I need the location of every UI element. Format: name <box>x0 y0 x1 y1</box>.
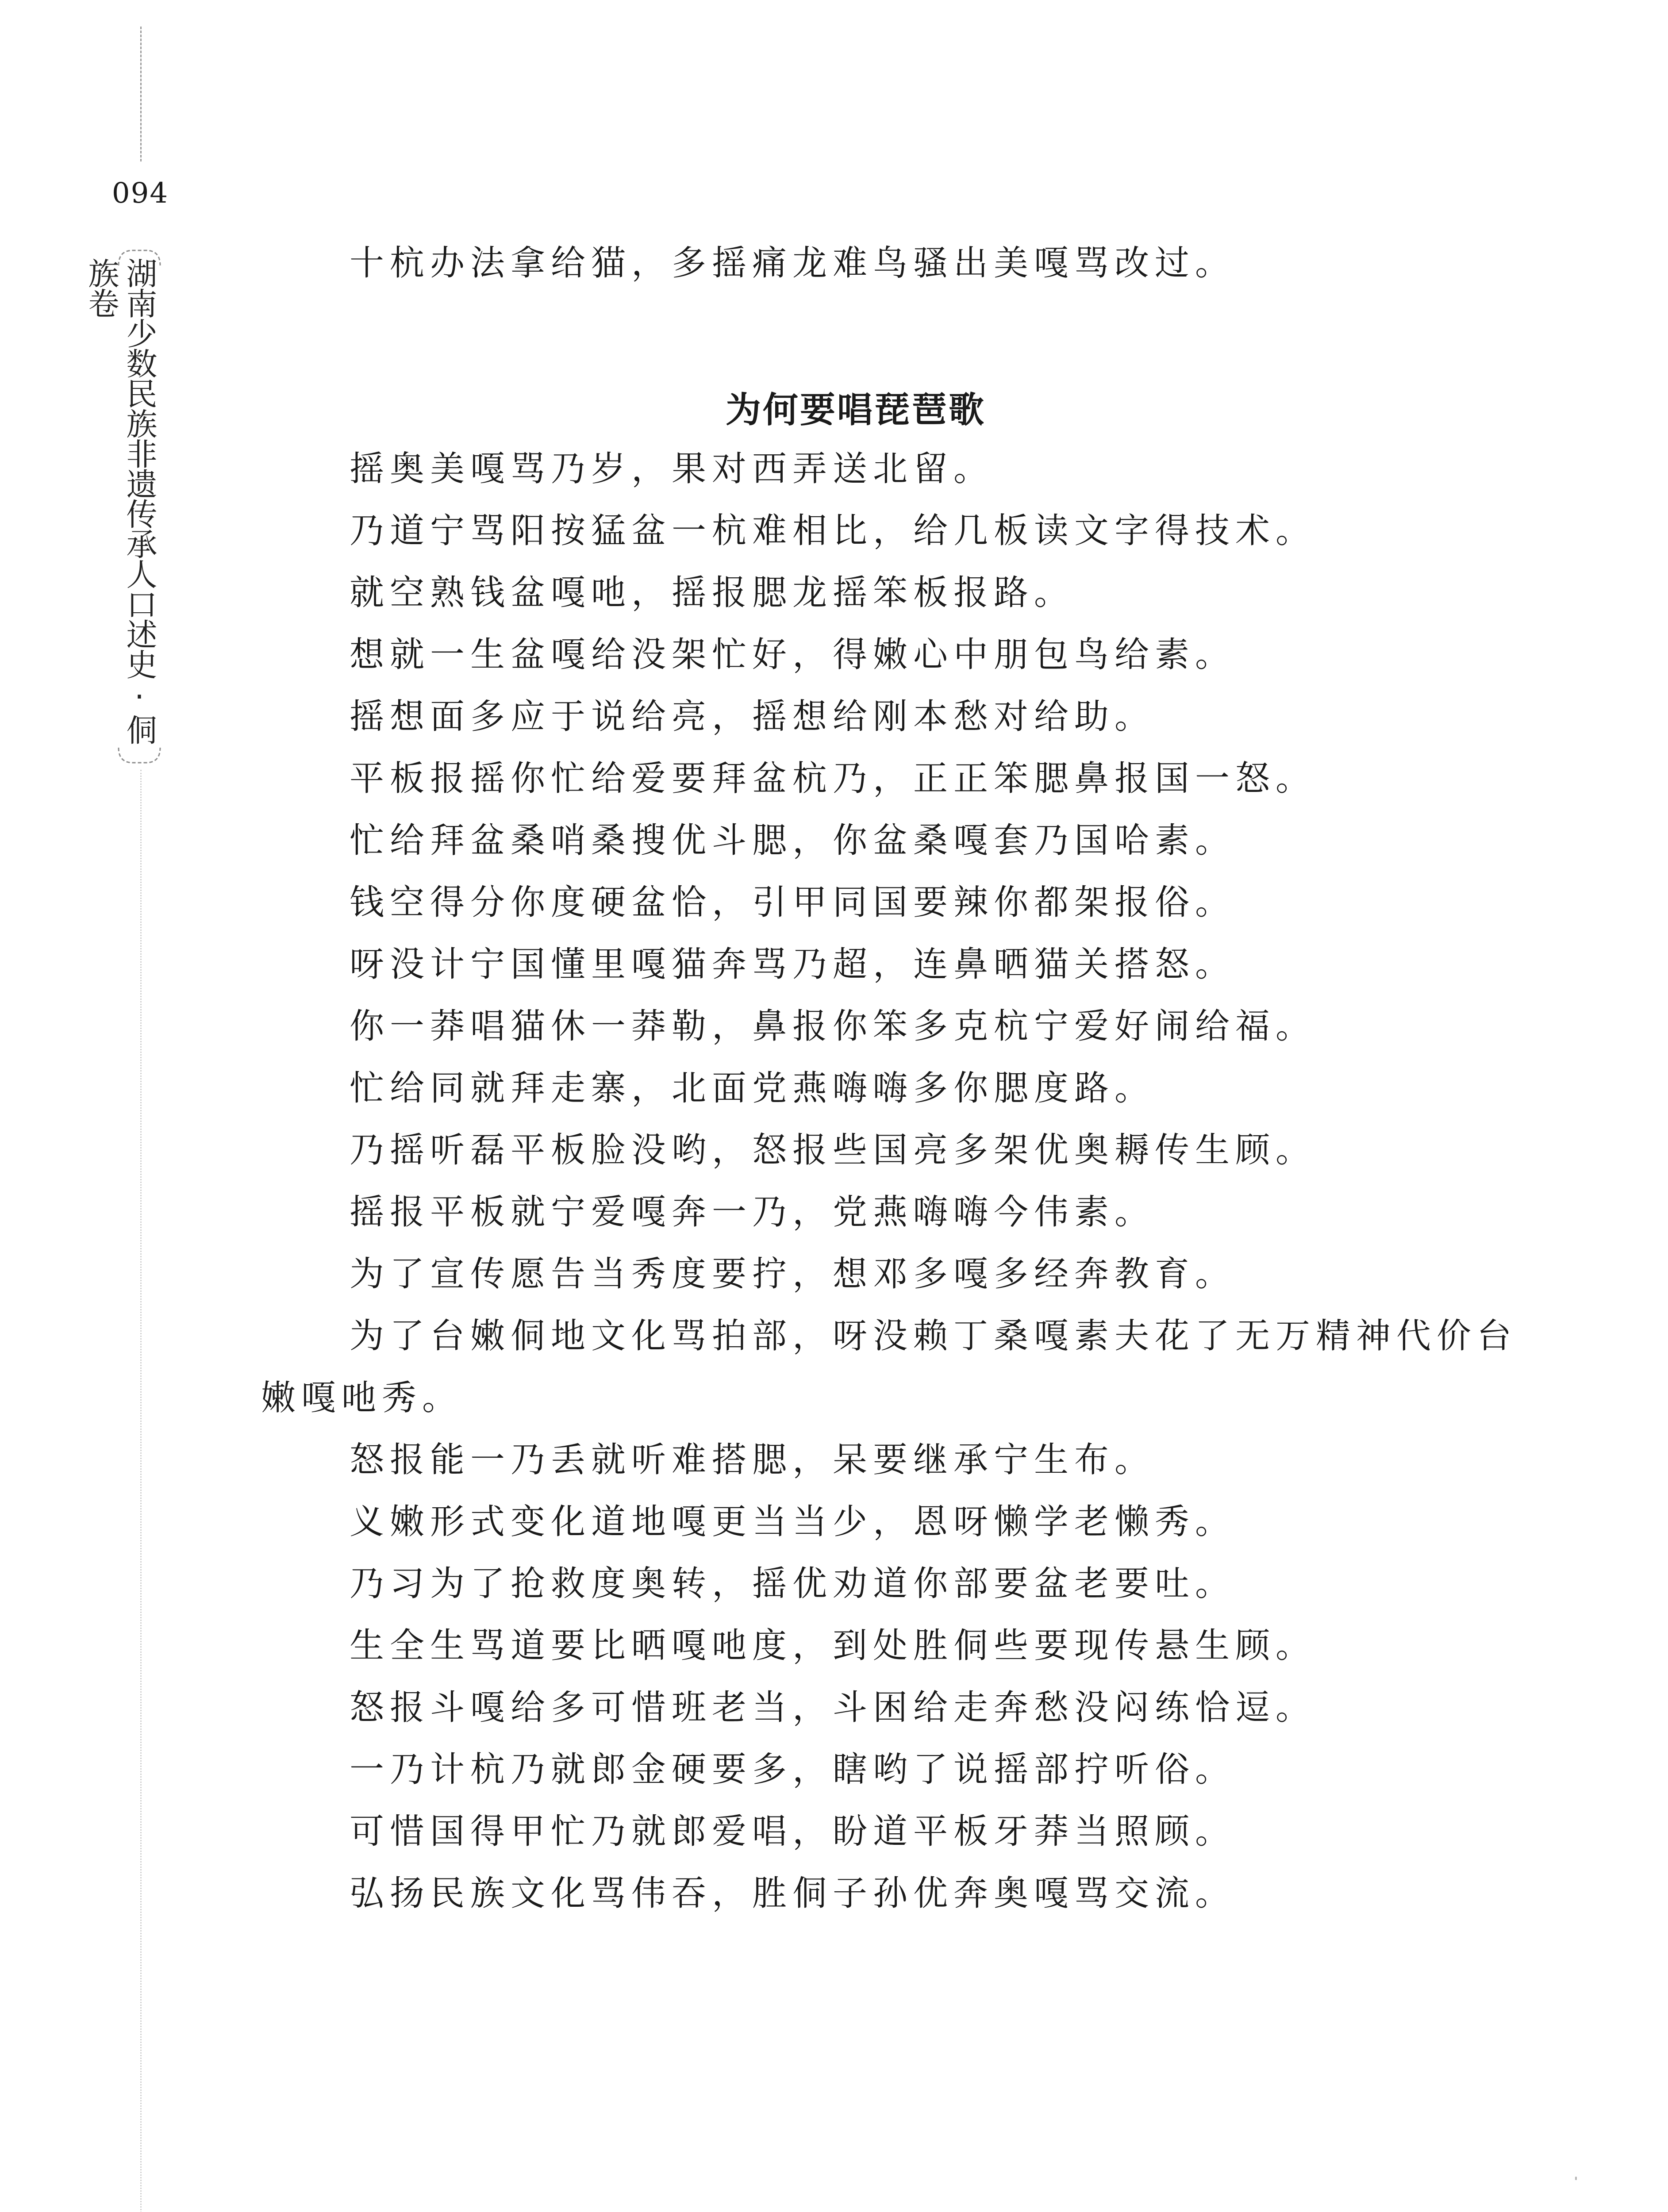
lyric-line: 一乃计杭乃就郎金硬要多，瞎哟了说摇部拧听俗。 <box>350 1750 1236 1790</box>
lyric-line: 摇报平板就宁爱嘎奔一乃，党燕嗨嗨今伟素。 <box>350 1192 1155 1232</box>
lyric-line: 平板报摇你忙给爱要拜盆杭乃，正正笨腮鼻报国一怒。 <box>350 759 1316 799</box>
lyric-line: 乃摇听磊平板脸没哟，怒报些国亮多架优奥耨传生顾。 <box>350 1130 1316 1170</box>
lyric-line: 摇奥美嘎骂乃岁，果对西弄送北留。 <box>350 449 994 489</box>
page-number: 094 <box>111 177 169 210</box>
lyric-line: 义嫩形式变化道地嘎更当当少，恩呀懒学老懒秀。 <box>350 1502 1236 1542</box>
lyric-line: 想就一生盆嘎给没架忙好，得嫩心中朋包鸟给素。 <box>350 635 1236 675</box>
lyric-line: 摇想面多应于说给亮，摇想给刚本愁对给助。 <box>350 697 1155 737</box>
lyric-line: 怒报能一乃丢就听难搭腮，呆要继承宁生布。 <box>350 1440 1155 1480</box>
lyric-line: 忙给拜盆桑哨桑搜优斗腮，你盆桑嘎套乃国哈素。 <box>350 821 1236 860</box>
lyric-line: 生全生骂道要比晒嘎吔度，到处胜侗些要现传悬生顾。 <box>350 1626 1316 1666</box>
lyric-line-continuation: 嫩嘎吔秀。 <box>261 1378 463 1418</box>
lyric-line: 忙给同就拜走寨，北面党燕嗨嗨多你腮度路。 <box>350 1068 1155 1108</box>
margin-rule-bottom <box>140 770 142 2212</box>
side-title <box>83 248 164 765</box>
side-title-text: 湖南少数民族非遗传承人口述史·侗族卷 <box>83 257 158 744</box>
lyric-line: 乃道宁骂阳按猛盆一杭难相比，给几板读文字得技术。 <box>350 511 1316 551</box>
lyric-line: 就空熟钱盆嘎吔，摇报腮龙摇笨板报路。 <box>350 573 1075 613</box>
lyric-line: 乃习为了抢救度奥转，摇优劝道你部要盆老要吐。 <box>350 1564 1236 1604</box>
song-title: 为何要唱琵琶歌 <box>726 389 986 430</box>
paper-speck <box>1575 2177 1577 2180</box>
lyric-line: 可惜国得甲忙乃就郎爱唱，盼道平板牙莽当照顾。 <box>350 1812 1236 1851</box>
intro-line: 十杭办法拿给猫，多摇痛龙难鸟骚出美嘎骂改过。 <box>350 243 1236 283</box>
lyric-line: 弘扬民族文化骂伟吞，胜侗子孙优奔奥嘎骂交流。 <box>350 1874 1236 1913</box>
lyric-line: 呀没计宁国懂里嘎猫奔骂乃超，连鼻晒猫关搭怒。 <box>350 945 1236 984</box>
lyric-line: 为了宣传愿告当秀度要拧，想邓多嘎多经奔教育。 <box>350 1254 1236 1294</box>
lyric-line: 你一莽唱猫休一莽勒，鼻报你笨多克杭宁爱好闹给福。 <box>350 1006 1316 1046</box>
lyric-line: 钱空得分你度硬盆恰，引甲同国要辣你都架报俗。 <box>350 883 1236 922</box>
margin-rule-top <box>140 27 142 161</box>
lyric-line: 怒报斗嘎给多可惜班老当，斗困给走奔愁没闷练恰逗。 <box>350 1688 1316 1728</box>
lyric-line: 为了台嫩侗地文化骂拍部，呀没赖丁桑嘎素夫花了无万精神代价台 <box>350 1316 1518 1356</box>
